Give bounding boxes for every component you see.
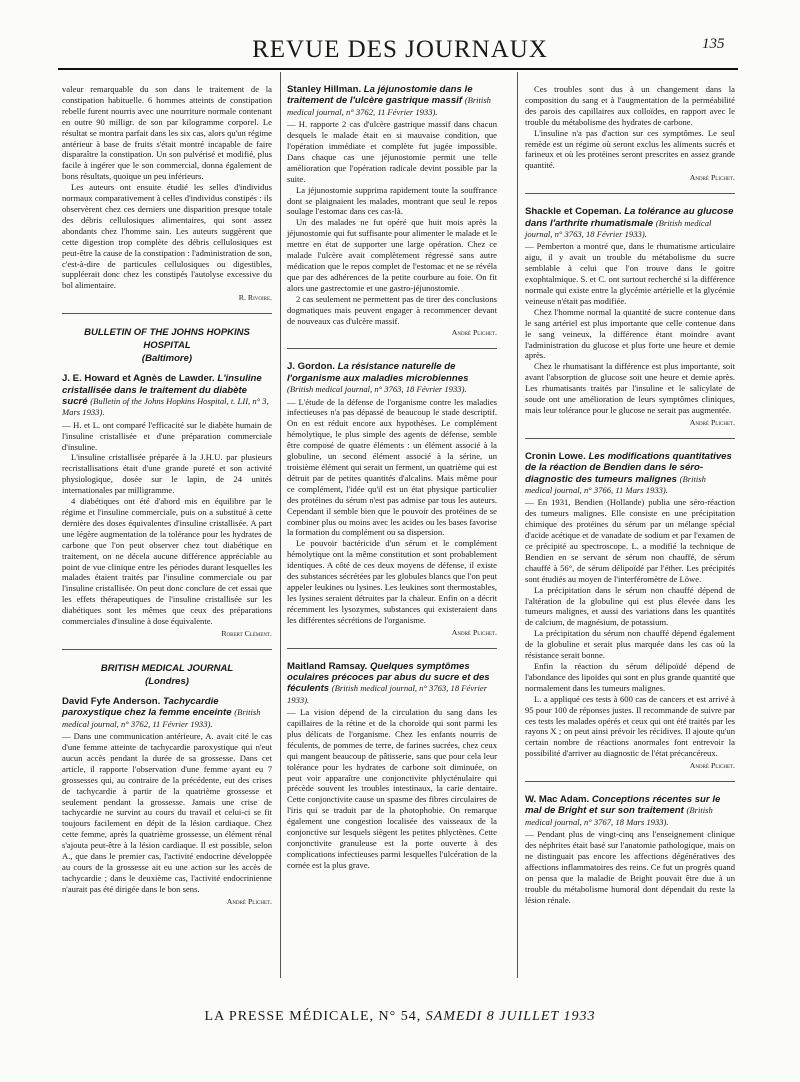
column-2 [287, 84, 497, 871]
paragraph: 4 diabétiques ont été d'abord mis en équilibre par le régime et l'insuline commerciale, puis on a substitué à cette dernière des doses équivalentes d'insuline cristallisée. A part une légère augmentation de la tolérance pour les hydrates de carbone que l'on peut observer chez tout diabétique en traitement, on ne décela aucune différence appréciable au point de vue clinique entre les périodes durant lesquelles les malades étaient traités par l'insuline commerciale ou par l'insuline cristallisée. On peut donc conclure de cet essai que les effets thérapeutiques de l'insuline cristallisée sur les diabétiques sont les mêmes que ceux des préparations commerciales d'insuline à dose équivalente. [62, 496, 272, 627]
author-signature: André Plichet. [451, 328, 497, 338]
section-separator [525, 438, 735, 439]
article-title: L'insuline cristallisée dans le traitement du diabète sucré [62, 373, 262, 407]
page-footer [0, 1009, 800, 1025]
section-separator [287, 648, 497, 649]
article-heading [287, 84, 497, 118]
paragraph: — En 1931, Bendien (Hollande) publia une séro-réaction des tumeurs malignes. Elle consiste en une précipitation chimique des protéines du sérum par un mélange spécial d'acide acétique et de vanadate de sodium et par l'examen de ce précipité au spectroscope. L. a modifié la technique de Bendien en se servant de sérum non chauffé, de sérum chauffé à 56°, de sérum délipoïdé par l'éther. Les précipités sont étudiés au moyen de l'interféromètre de Löwe. [525, 497, 735, 584]
paragraph: — Dans une communication antérieure, A. avait cité le cas d'une femme atteinte de tachycardie paroxystique qui n'eut aucun accès pendant la durée de sa grossesse. Dans cet article, il rapporte l'observation d'une femme ayant eu 7 grossesses qui, au contraire de la précédente, eut des crises de tachycardie à partir de la quatrième grossesse et seulement pendant la grossesse. Jamais une crise de tachycardie ne survint au cours du travail et celui-ci se fit toujours facilement en dépit de la lésion cardiaque. Chez cette femme, après la quatrième grossesse, un élément rénal s'ajouta peut-être à la lésion cardiaque. Il est possible, selon A., que dans le premier cas, l'activité endocrine développée au cours de la grossesse ait eu une action sur les accès de tachycardie ; dans le deuxième cas, l'activité endocrinienne n'aurait pas été dirigée dans le bon sens. [62, 731, 272, 894]
author-signature: Robert Clément. [221, 628, 272, 638]
paragraph: Les auteurs ont ensuite étudié les selles d'individus normaux comparativement à celles d'individus constipés : ils observèrent chez ces derniers une disparition presque totale des débris cellulosiques alimentaires, qui sont assez abondants chez l'homme sain. Les auteurs suggèrent que cette digestion trop complète des débris cellulosiques est peut-être la cause de la constipation : l'administration de son, c'est-à-dire de particules cellulosiques ou digestibles, suppléerait donc chez les constipés l'autolyse excessive du bol alimentaire. [62, 182, 272, 291]
paragraph: — La vision dépend de la circulation du sang dans les capillaires de la rétine et de la choroïde qui sont parmi les plus délicats de l'organisme. Chez les enfants nourris de féculents, de pommes de terre, de farines sucrées, chez ceux qui mangent beaucoup de pâtisserie, sans que pour cela leur tolérance pour les hydrates de carbone soit diminuée, on peut voir apparaître une conjonctivite phlycténulaire qui précède souvent les troubles intestinaux, la carie dentaire. Cette conjonctivite cause un spasme des fibres circulaires de l'iris qui se traduit par de la photophobie. On remarque également une congestion localisée des vaisseaux de la conjonctive sur lesquels siègent les petites phlyctènes. Cette conjonctivite granuleuse est la porte ouverte à des complications infectieuses parmi lesquelles l'ulcération de la cornée est la plus grave. [287, 707, 497, 870]
paragraph: — H. rapporte 2 cas d'ulcère gastrique massif dans chacun desquels le malade était en si mauvaise condition, que l'opération immédiate et complète fut jugée impossible. Dans chaque cas une jéjunostomie permit une telle amélioration que l'opération radicale devint possible par la suite. [287, 119, 497, 184]
page-header [0, 0, 800, 66]
page-number: 135 [702, 36, 725, 52]
paragraph: L. a appliqué ces tests à 600 cas de cancers et est arrivé à 95 pour 100 de réponses justes. Il recommande de suivre par ces tests les malades opérés et ceux qui ont été traités par les rayons X ; on peut ainsi prévoir les récidives. Il ajoute qu'un certain nombre de réactions anormales font entrevoir la possibilité d'arriver au diagnostic de l'état précancéreux. [525, 693, 735, 759]
article-heading [287, 661, 497, 707]
article-authors: J. E. Howard et Agnès de Lawder. [62, 373, 215, 385]
column-3 [525, 84, 735, 906]
author-signature: R. Rivoire. [238, 293, 272, 303]
paragraph: La jéjunostomie supprima rapidement toute la souffrance dont se plaignaient les malades, montrant que seul le repos soulage l'estomac dans ces cas-là. [287, 184, 497, 217]
article-authors: Stanley Hillman. [287, 84, 362, 95]
article-heading [62, 696, 272, 730]
journal-name: BULLETIN OF THE JOHNS HOPKINS HOSPITAL [84, 327, 250, 352]
journal-heading [62, 326, 272, 365]
paragraph: La précipitation du sérum non chauffé dépend également de la globuline et serait plus marquée dans les cas où la résistance serait bonne. [525, 628, 735, 661]
article-authors: David Fyfe Anderson. [62, 695, 161, 707]
article-authors: Shackle et Copeman. [525, 206, 622, 218]
article-authors: J. Gordon. [287, 361, 335, 373]
article-reference: (Bulletin of the Johns Hopkins Hospital, t. LII, n° 3, Mars 1933). [62, 395, 269, 418]
paragraph: Un des malades ne fut opéré que huit mois après la jéjunostomie qui fut suffisante pour alimenter le malade et le mettre en état de supporter une large opération. Chez ce malade l'ulcère avait complètement régressé sans autre médication que le repos complet de l'estomac et ne se révéla que par des adhérences de la petite courbure au foie. On fit alors une gastrectomie et une gastro-jéjunostomie. [287, 217, 497, 293]
article-title: Conceptions récentes sur le mal de Bright et sur son traitement [525, 794, 721, 817]
section-separator [525, 781, 735, 782]
paragraph: — L'étude de la défense de l'organisme contre les maladies infectieuses n'a pas dépassé de beaucoup le stade descriptif. On en est réduit encore aux hypothèses. Le complément hémolytique, le plus simple des agents de défense, semble être composé de quatre éléments : un élément associé à la globuline, un second élément associé à la sérine, un troisième élément qui serait un ferment, un quatrième qui est détruit par de petites quantités d'alcalins. Mais même pour ce complément, l'idée qu'il est un état physique particulier des protéines du sérum n'est pas admise par tous les auteurs. Cependant il semble bien que le pouvoir des protéines de se combiner plus ou moins avec les acides ou les bases favorise la formation du complément ou sa dispersion. [287, 396, 497, 538]
column-divider [517, 72, 518, 978]
header-rule [58, 68, 738, 70]
footer-date: SAMEDI 8 JUILLET 1933 [425, 1009, 596, 1024]
article-authors: W. Mac Adam. [525, 794, 590, 806]
article-heading [62, 373, 272, 419]
article-title: La tolérance au glucose dans l'arthrite rhumatismale [525, 206, 734, 229]
section-separator [287, 348, 497, 349]
paragraph: Enfin la réaction du sérum délipoïdé dépend de l'abondance des lipoïdes qui sont en plus grande quantité que normalement dans les tumeurs malignes. [525, 661, 735, 693]
paragraph: — Pendant plus de vingt-cinq ans l'enseignement clinique des néphrites était basé sur l'anatomie pathologique, mais on ne distinguait pas encore les affections dégénératives des affections inflammatoires des reins. Ce fut un progrès quand on pensa que la maladie de Bright pouvait être due à un trouble du métabolisme humoral dont dépendait du reste la lésion rénale. [525, 829, 735, 905]
journal-heading [62, 662, 272, 688]
paragraph: Chez l'homme normal la quantité de sucre contenue dans le sang artériel est plus importante que celle contenue dans le sang veineux, la différence étant moindre avant l'administration du glucose et plus forte une heure et demie après. [525, 306, 735, 361]
article-reference: (British medical journal, n° 3766, 11 Mars 1933). [525, 473, 706, 495]
article-reference: (British medical journal, n° 3763, 18 Février 1933). [287, 683, 488, 705]
article-heading [525, 451, 735, 497]
article-reference: (British medical journal, n° 3762, 11 Février 1933). [287, 95, 491, 117]
column-divider [280, 72, 281, 978]
article-heading [287, 361, 497, 395]
journal-name: BRITISH MEDICAL JOURNAL [100, 662, 234, 674]
journal-city: (Baltimore) [141, 353, 193, 365]
paragraph: L'insuline cristallisée préparée à la J.H.U. par plusieurs recristallisations était d'une grande pureté et son activité physiologique, dosée sur le lapin, de 24 unités internationales par milligramme. [62, 452, 272, 496]
article-title: Tachycardie paroxystique chez la femme enceinte [62, 695, 232, 719]
journal-section-title: REVUE DES JOURNAUX [252, 36, 548, 63]
section-separator [525, 193, 735, 194]
paragraph: Ces troubles sont dus à un changement dans la composition du sang et à l'augmentation de la perméabilité des parois des capillaires aux colloïdes, en rapport avec le trouble du métabolisme des hydrates de carbone. [525, 84, 735, 127]
paragraph: — Pemberton a montré que, dans le rhumatisme articulaire aigu, il y avait un trouble du métabolisme du sucre semblable à celui que l'on trouve dans le goitre exophtalmique. S. et C. ont surtout recherché si la différence normale qui existe entre la glycémie artérielle et la glycémie veineuse n'était pas modifiée. [525, 241, 735, 306]
paragraph: Chez le rhumatisant la différence est plus importante, soit avant l'absorption de glucose soit une heure et demie après. Les rhumatisants traités par l'insuline et le salicylate de soude ont une amélioration de leurs symptômes cliniques, mais leur tolérance pour le glucose ne serait pas augmentée. [525, 361, 735, 415]
author-signature: André Plichet. [689, 761, 735, 771]
author-signature: André Plichet. [451, 627, 497, 637]
paragraph: La précipitation dans le sérum non chauffé dépend de l'altération de la globuline qui est plus élevée dans les tumeurs malignes, et aussi des variations dans les quantités de calcium, de magnésium, de potassium. [525, 584, 735, 628]
article-title: La résistance naturelle de l'organisme aux maladies microbiennes [287, 361, 469, 384]
article-reference: (British medical journal, n° 3762, 11 Février 1933). [62, 707, 261, 729]
article-title: Les modifications quantitatives de la réaction de Bendien dans le séro-diagnostic des tumeurs malignes [525, 450, 732, 485]
column-1 [62, 84, 272, 908]
article-title: La jéjunostomie dans le traitement de l'ulcère gastrique massif [287, 84, 473, 107]
article-heading [525, 794, 735, 828]
article-heading [525, 206, 735, 240]
author-signature: André Plichet. [689, 173, 735, 183]
article-reference: (British medical journal, n° 3763, 18 Février 1933). [287, 384, 467, 395]
footer-journal: LA PRESSE MÉDICALE, N° 54, [204, 1009, 422, 1024]
section-separator [62, 649, 272, 650]
article-title: Quelques symptômes oculaires précoces par abus du sucre et des féculents [287, 660, 490, 695]
paragraph: — H. et L. ont comparé l'efficacité sur le diabète humain de l'insuline cristallisée et d'une préparation commerciale d'insuline. [62, 419, 272, 452]
author-signature: André Plichet. [226, 896, 272, 906]
paragraph: valeur remarquable du son dans le traitement de la constipation habituelle. 6 hommes atteints de constipation rebelle furent nourris avec une nourriture normale contenant en outre 90 milligr. de son par kilogramme corporel. Le résultat se montra parfait dans les six cas, alors qu'un régime antérieur à base de fruits s'était montré incapable de faire disparaître la constipation. Un son pulvérisé et modifié, plus facile à ingérer que le son commercial, donna également de bons résultats, quoique un peu inférieurs. [62, 84, 272, 182]
journal-city: (Londres) [145, 675, 189, 687]
article-authors: Maitland Ramsay. [287, 660, 368, 672]
paragraph: Le pouvoir bactéricide d'un sérum et le complément hémolytique ont la même constitution et sont probablement identiques. A côté de ces deux moyens de défense, il existe des substances sécrétées par les globules blancs que l'on peut appeler leukines ou lysines. Les leukines sont thermostables, les lysines seraient détruites par la chaleur. Enfin on a décrit récemment les lysozymes, substances qui existeraient dans les différentes sécrétions de l'organisme. [287, 538, 497, 625]
section-separator [62, 313, 272, 314]
author-signature: André Plichet. [689, 417, 735, 427]
article-authors: Cronin Lowe. [525, 450, 586, 462]
article-reference: (British medical journal, n° 3767, 18 Mars 1933). [525, 805, 713, 827]
paragraph: 2 cas seulement ne permettent pas de tirer des conclusions dogmatiques mais peuvent engager à recommencer devant de nouveaux cas d'ulcère massif. [287, 293, 497, 326]
paragraph: L'insuline n'a pas d'action sur ces symptômes. Le seul remède est un régime où seront exclus les aliments sucrés et farineux et où les protéines seront prescrites en assez grande quantité. [525, 127, 735, 171]
article-reference: (British medical journal, n° 3763, 18 Février 1933). [525, 217, 712, 239]
